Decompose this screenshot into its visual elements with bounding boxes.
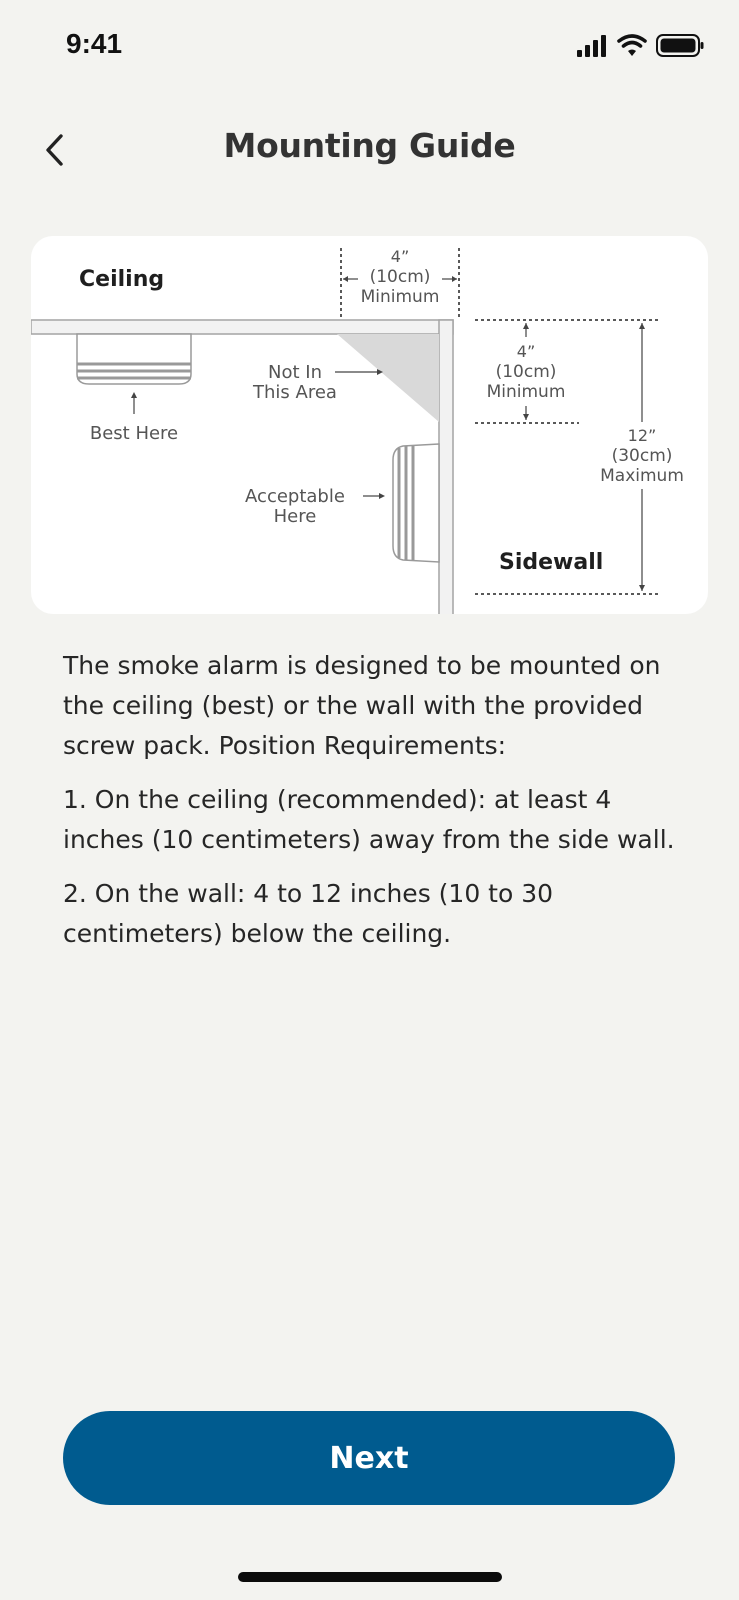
acceptable-here-line2: Here (273, 506, 317, 527)
instructions-text (63, 646, 683, 968)
top-dimension-inches: 4” (390, 247, 410, 266)
sidewall-label: Sidewall (499, 550, 604, 575)
side-max-maximum: Maximum (600, 466, 684, 486)
best-here-label: Best Here (89, 423, 179, 444)
side-min-minimum: Minimum (486, 382, 566, 402)
battery-icon (657, 35, 704, 56)
mounting-diagram-card (31, 236, 708, 614)
acceptable-here-arrow (363, 493, 385, 499)
home-indicator (238, 1572, 502, 1582)
dead-air-zone (337, 334, 439, 422)
status-bar (0, 0, 739, 90)
page-title: Mounting Guide (223, 126, 516, 165)
side-max-inches: 12” (627, 426, 657, 445)
mounting-diagram (31, 236, 708, 614)
not-in-area-arrow (335, 369, 383, 375)
top-dimension-cm: (10cm) (369, 267, 431, 287)
next-button[interactable]: Next (63, 1411, 675, 1505)
ceiling-label: Ceiling (79, 267, 165, 292)
status-icons (575, 32, 705, 60)
top-dimension-minimum: Minimum (360, 287, 440, 307)
requirement-wall: 2. On the wall: 4 to 12 inches (10 to 30 centimeters) below the ceiling. (63, 879, 554, 948)
instructions-intro: The smoke alarm is designed to be mounted on the ceiling (best) or the wall with the provided screw pack. Position Requirements: (63, 651, 661, 760)
not-in-area-line2: This Area (253, 382, 337, 403)
ceiling-slab (31, 320, 453, 334)
wifi-icon (619, 36, 645, 56)
best-here-arrow (131, 392, 137, 414)
requirement-ceiling: 1. On the ceiling (recommended): at least 4 inches (10 centimeters) away from the side wall. (63, 785, 675, 854)
acceptable-here-line1: Acceptable (245, 486, 345, 507)
side-min-cm: (10cm) (495, 362, 557, 382)
wall-smoke-alarm-icon (393, 444, 439, 562)
nav-bar (0, 110, 739, 190)
sidewall-slab (439, 320, 453, 614)
cellular-signal-icon (577, 35, 606, 57)
status-time: 9:41 (66, 28, 123, 59)
side-max-cm: (30cm) (611, 446, 673, 466)
side-min-inches: 4” (516, 342, 536, 361)
ceiling-smoke-alarm-icon (77, 334, 191, 384)
not-in-area-line1: Not In (268, 362, 322, 383)
